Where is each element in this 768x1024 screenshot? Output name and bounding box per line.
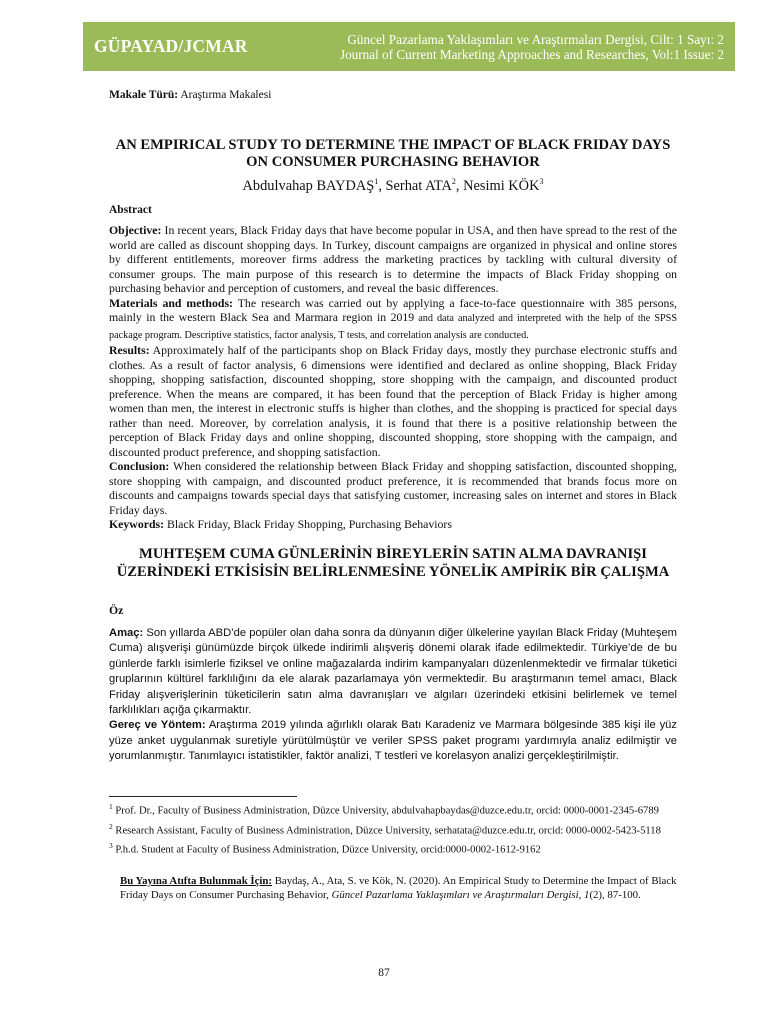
abstract-keywords xyxy=(109,517,677,532)
author-separator: , xyxy=(378,177,386,194)
abstract-objective xyxy=(109,223,677,296)
footnote-text: Prof. Dr., Faculty of Business Administration, Düzce University, abdulvahapbaydas@duzce.edu.tr, orcid: 0000-0001-2345-6789 xyxy=(112,805,659,817)
oz-body xyxy=(109,626,677,765)
citation-label: Bu Yayına Atıfta Bulunmak İçin: xyxy=(120,875,272,887)
footnote-text: P.h.d. Student at Faculty of Business Administration, Düzce University, orcid:0000-0002-1612-9162 xyxy=(112,844,541,856)
conclusion-label: Conclusion: xyxy=(109,459,170,473)
objective-text: In recent years, Black Friday days that have become popular in USA, and then have spread to the rest of the world are called as discount shopping days. In Turkey, discount campaigns are organized in physical and online stores by different entitlements, moreover firms address the marketing practices by tackling with cultural diversity of consumer groups. The main purpose of this research is to determine the impacts of Black Friday shopping on purchasing behavior and perception of customers, and reveal the basic differences. xyxy=(109,223,677,295)
title-turkish: MUHTEŞEM CUMA GÜNLERİNİN BİREYLERİN SATIN ALMA DAVRANIŞI ÜZERİNDEKİ ETKİSİSİN BELİRLENMESİNE YÖNELİK AMPİRİK BİR ÇALIŞMA xyxy=(116,546,670,580)
journal-info xyxy=(340,32,735,62)
footnote xyxy=(109,800,677,819)
author-separator: , xyxy=(455,177,464,194)
footnote-number: 2 xyxy=(109,821,113,831)
oz-heading: Öz xyxy=(109,603,124,617)
article-type-label: Makale Türü: xyxy=(109,89,179,101)
methods-text: The research was carried out by applying a face-to-face questionnaire with 385 persons, mainly in the western Black Sea and Marmara region in 2019 xyxy=(109,295,677,324)
footnote xyxy=(109,839,677,858)
oz-gerec xyxy=(109,718,677,764)
abstract-conclusion xyxy=(109,459,677,517)
gerec-text: Araştırma 2019 yılında ağırlıklı olarak Batı Karadeniz ve Marmara bölgesinde 385 kişi ile yüz yüze anket uygulanmak suretiyle yürütülmüştür ve veriler SPSS paket programı yardımıyla analiz edilmiştir ve yorumlanmıştır. Tanımlayıcı istatistikler, faktör analizi, T testleri ve korelasyon analizi gerçekleştirilmiştir. xyxy=(109,719,677,763)
author-ref: 3 xyxy=(539,177,544,186)
title-english: AN EMPIRICAL STUDY TO DETERMINE THE IMPACT OF BLACK FRIDAY DAYS ON CONSUMER PURCHASING BEHAVIOR xyxy=(115,137,671,170)
footnotes xyxy=(109,800,677,859)
objective-label: Objective: xyxy=(109,223,162,237)
conclusion-text: When considered the relationship between Black Friday and shopping satisfaction, discounted shopping, store shopping with campaign, and discounted product preference, it is recommended that brands focus more on discounts and campaigns towards special days that satisfying customer, increasing sales on internet and stores in Black Friday days. xyxy=(109,459,677,517)
citation-block xyxy=(108,874,688,902)
article-type-value: Araştırma Makalesi xyxy=(180,89,272,101)
footnote-number: 3 xyxy=(109,841,113,851)
author-list xyxy=(109,177,677,195)
footnote-text: Research Assistant, Faculty of Business Administration, Düzce University, serhatata@duzce.edu.tr, orcid: 0000-0002-5423-5118 xyxy=(112,825,661,837)
author-name: Abdulvahap BAYDAŞ xyxy=(242,177,375,194)
citation-text: Baydaş, A., Ata, S. ve Kök, N. (2020). An Empirical Study to Determine the Impact of Black Friday Days on Consumer Purchasing Behavior, xyxy=(120,875,677,901)
methods-label: Materials and methods: xyxy=(109,295,233,310)
gerec-label: Gereç ve Yöntem: xyxy=(109,719,206,732)
author-name: Serhat ATA xyxy=(385,177,452,194)
journal-title-en: Journal of Current Marketing Approaches and Researches, Vol:1 Issue: 2 xyxy=(339,46,724,62)
abstract-methods xyxy=(109,296,677,344)
footnote xyxy=(109,820,677,839)
amac-label: Amaç: xyxy=(109,627,144,639)
results-label: Results: xyxy=(109,343,150,357)
page-number: 87 xyxy=(378,967,390,979)
footnote-divider xyxy=(109,796,297,797)
author-ref: 2 xyxy=(451,177,456,186)
results-text: Approximately half of the participants shop on Black Friday days, mostly they purchase electronic stuffs and clothes. As a result of factor analysis, 6 dimensions were identified and declared as online shopping, Black Friday shopping, shopping satisfaction, discounted shopping, store shopping with the campaign, and discounted product preference. When the means are compared, it has been found that the perception of Black Friday is higher among women than men, the interest in electronic stuffs is higher than clothes, and the shopping is practiced for special days rather than need. Moreover, by correlation analysis, it is found that there is a positive relationship between the perception of Black Friday days and online shopping, discounted shopping, store shopping with the campaign, and discounted product preference, and shopping satisfaction. xyxy=(109,343,677,459)
journal-title-tr: Güncel Pazarlama Yaklaşımları ve Araştırmaları Dergisi, Cilt: 1 Sayı: 2 xyxy=(347,31,724,47)
author-ref: 1 xyxy=(374,177,379,186)
keywords-text: Black Friday, Black Friday Shopping, Purchasing Behaviors xyxy=(164,517,452,531)
abstract-body xyxy=(109,223,677,532)
keywords-label: Keywords: xyxy=(109,517,165,531)
footnote-number: 1 xyxy=(109,802,113,811)
article-type xyxy=(109,89,677,101)
journal-header-banner xyxy=(83,22,735,71)
methods-text-small: and data analyzed and interpreted with the help of the SPSS package program. Descriptive statistics, factor analysis, T tests, and correlation analysis are conducted. xyxy=(109,313,677,341)
citation-volume: 1 xyxy=(584,889,590,901)
citation-text: (2), 87-100. xyxy=(589,889,641,901)
author-name: Nesimi KÖK xyxy=(463,177,540,194)
amac-text: Son yıllarda ABD’de popüler olan daha sonra da dünyanın diğer ülkelerine yayılan Black Friday (Muhteşem Cuma) alışverişi günümüzde birçok ülkede indirimli alışveriş dönemi olarak ifade edilmektedir. Türkiye’de de bu günlerde farklı isimlerle fiziksel ve online mağazalarda indirim kampanyaları düzenlenmektedir ve firmalar tüketici gruplarının kültürel farklılığını da ele alarak pazarlamaya yön vermektedir. Bu araştırmanın temel amacı, Black Friday alışverişlerinin tüketicilerin satın alma davranışları ve algıları üzerindeki etkisini belirlemek ve temel farklılıkları açığa çıkarmaktır. xyxy=(109,627,677,717)
journal-brand: GÜPAYAD/JCMAR xyxy=(94,36,248,56)
abstract-heading: Abstract xyxy=(109,204,152,216)
citation-journal: Güncel Pazarlama Yaklaşımları ve Araştırmaları Dergisi xyxy=(331,889,579,901)
abstract-results xyxy=(109,343,677,459)
oz-amac xyxy=(109,626,677,718)
citation-text: , xyxy=(578,889,585,901)
